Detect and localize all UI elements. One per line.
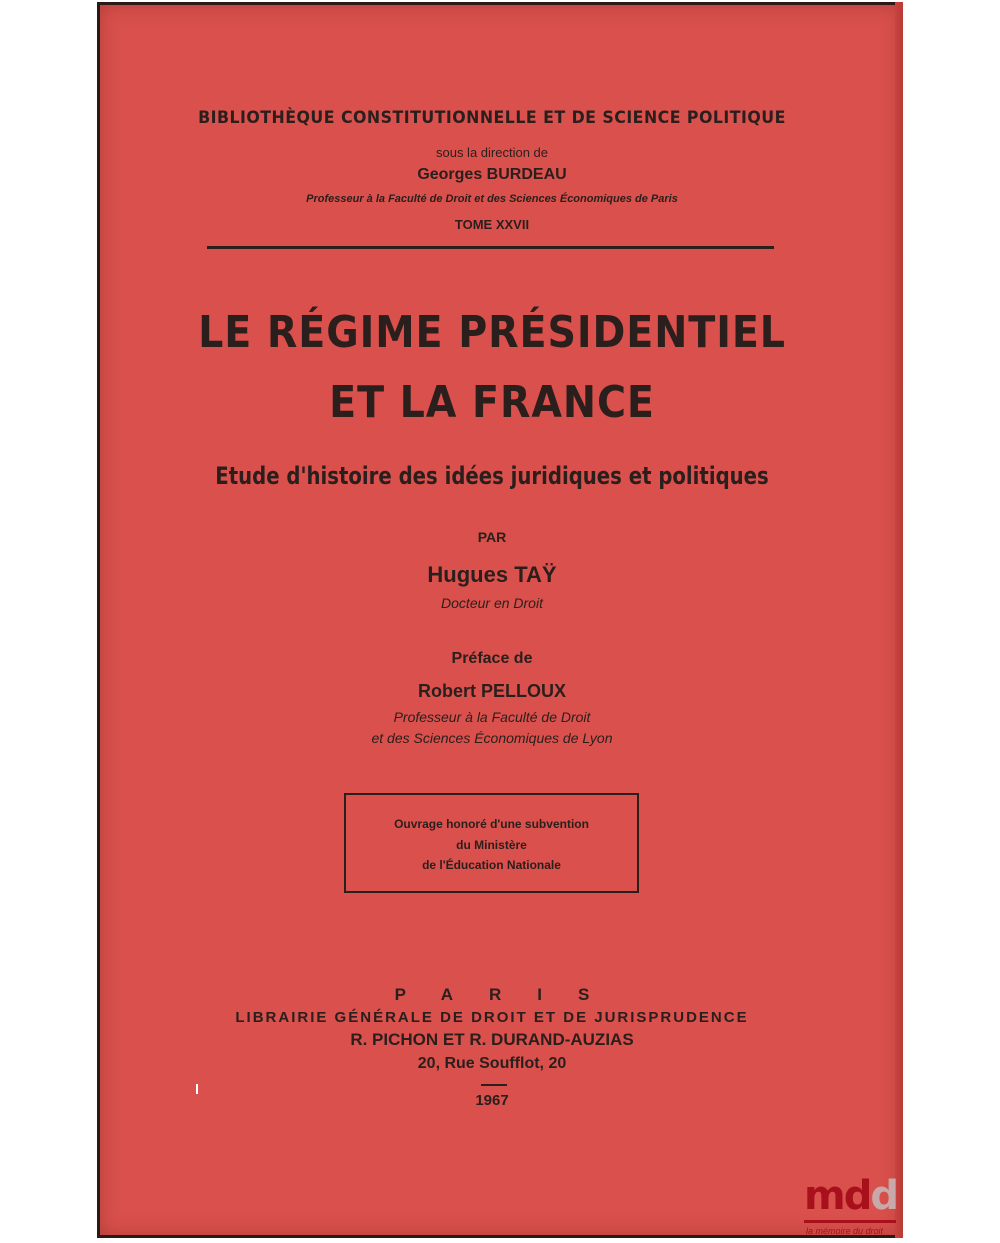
logo-bar (804, 1220, 896, 1223)
preface-author: Robert PELLOUX (417, 681, 566, 701)
preface-label: Préface de (451, 650, 533, 667)
book-title-line-2: ET LA FRANCE (329, 377, 655, 428)
book-title-line-1: LE RÉGIME PRÉSIDENTIEL (198, 307, 786, 358)
book-subtitle: Etude d'histoire des idées juridiques et politiques (215, 462, 769, 490)
book-cover (97, 2, 903, 1238)
preface-role-line-1: Professeur à la Faculté de Droit (393, 709, 591, 725)
logo-mark: mdd (804, 1173, 897, 1219)
by-label: PAR (477, 529, 507, 545)
publisher-address: 20, Rue Soufflot, 20 (417, 1055, 567, 1072)
scan-mark (196, 1084, 198, 1094)
tome-number: TOME XXVII (454, 217, 530, 232)
publisher-line-2: R. PICHON ET R. DURAND-AUZIAS (350, 1030, 634, 1049)
header-divider (207, 246, 774, 249)
series-title: BIBLIOTHÈQUE CONSTITUTIONNELLE ET DE SCIENCE POLITIQUE (198, 108, 786, 128)
subsidy-notice-box (344, 793, 639, 893)
logo-tagline: la mémoire du droit (806, 1226, 884, 1236)
subsidy-line-1: Ouvrage honoré d'une subvention (394, 817, 589, 831)
subsidy-line-2: du Ministère (456, 838, 527, 852)
mdd-logo (804, 1172, 900, 1242)
direction-label: sous la direction de (435, 145, 548, 160)
publication-year: 1967 (475, 1092, 509, 1109)
publication-city: PARIS (394, 985, 626, 1004)
director-name: Georges BURDEAU (417, 166, 567, 183)
subsidy-line-3: de l'Éducation Nationale (422, 858, 561, 872)
preface-role-line-2: et des Sciences Économiques de Lyon (371, 730, 613, 746)
author-name: Hugues TAŸ (427, 562, 557, 587)
cover-edge (895, 2, 903, 1238)
year-divider (481, 1084, 507, 1086)
publisher-line-1: LIBRAIRIE GÉNÉRALE DE DROIT ET DE JURISPRUDENCE (235, 1009, 749, 1026)
director-role: Professeur à la Faculté de Droit et des Sciences Économiques de Paris (306, 193, 678, 205)
author-role: Docteur en Droit (441, 595, 543, 611)
